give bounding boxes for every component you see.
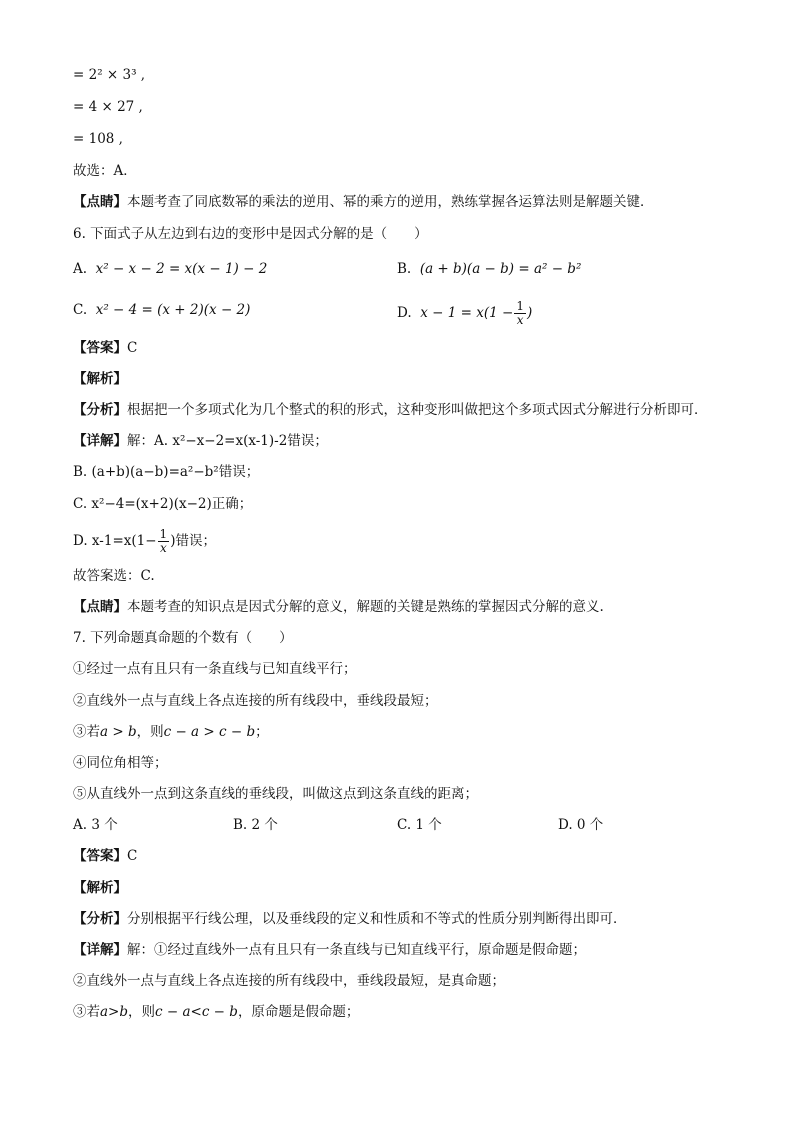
option-label: D. bbox=[397, 305, 412, 321]
question-7-stem: 7. 下列命题真命题的个数有（ ） bbox=[73, 630, 293, 646]
statement-text: ； bbox=[255, 724, 269, 740]
statement-line: ①经过一点有且只有一条直线与已知直线平行； bbox=[73, 661, 357, 677]
detail-line bbox=[73, 524, 216, 558]
fraction-denominator: x bbox=[159, 541, 167, 555]
comment-paragraph bbox=[73, 191, 654, 213]
option-label: B. bbox=[397, 261, 412, 277]
statement-text: ③若 bbox=[73, 724, 100, 740]
comment-tag: 【点睛】 bbox=[73, 194, 127, 210]
comment-text: 本题考查了同底数幂的乘法的逆用、幂的乘方的逆用，熟练掌握各运算法则是解题关键． bbox=[127, 194, 654, 210]
option-label: A. bbox=[73, 261, 88, 277]
equation-line: = 108 , bbox=[73, 131, 123, 147]
fraction-denominator: x bbox=[516, 313, 524, 327]
detail-text: 解：A. x²−x−2=x(x-1)-2错误； bbox=[127, 433, 328, 449]
analysis-text: 分别根据平行线公理，以及垂线段的定义和性质和不等式的性质分别判断得出即可． bbox=[127, 911, 627, 927]
answer-line bbox=[73, 337, 137, 359]
detail-text: ，原命题是假命题； bbox=[237, 1004, 360, 1020]
q7-option-a: A. 3 个 bbox=[73, 817, 118, 833]
analysis-heading: 【解析】 bbox=[73, 880, 127, 896]
comment-tag: 【点睛】 bbox=[73, 599, 127, 615]
analysis-tag: 【分析】 bbox=[73, 402, 127, 418]
answer-value: C bbox=[127, 340, 138, 356]
fraction-numerator: 1 bbox=[516, 299, 524, 313]
q7-option-c: C. 1 个 bbox=[397, 817, 442, 833]
answer-tag: 【答案】 bbox=[73, 848, 127, 864]
option-expression-end: ) bbox=[526, 305, 533, 321]
q6-option-c bbox=[73, 297, 250, 323]
statement-line bbox=[73, 721, 269, 743]
detail-text: 解：①经过直线外一点有且只有一条直线与已知直线平行，原命题是假命题； bbox=[127, 942, 586, 958]
q6-option-d bbox=[397, 296, 532, 330]
q6-option-a bbox=[73, 256, 267, 282]
math-expression: a > b bbox=[100, 724, 137, 740]
detail-tag: 【详解】 bbox=[73, 433, 127, 449]
statement-text: ，则 bbox=[136, 724, 164, 740]
detail-paragraph bbox=[73, 939, 586, 961]
math-expression: c − a<c − b bbox=[155, 1004, 238, 1020]
detail-text-end: )错误； bbox=[170, 533, 216, 549]
q6-option-b bbox=[397, 256, 581, 282]
option-label: C. bbox=[73, 302, 88, 318]
statement-line: ⑤从直线外一点到这条直线的垂线段，叫做这点到这条直线的距离； bbox=[73, 786, 478, 802]
analysis-heading: 【解析】 bbox=[73, 371, 127, 387]
fraction bbox=[158, 528, 170, 555]
detail-line: ②直线外一点与直线上各点连接的所有线段中，垂线段最短，是真命题； bbox=[73, 973, 505, 989]
comment-paragraph bbox=[73, 596, 604, 618]
question-6-stem: 6. 下面式子从左边到右边的变形中是因式分解的是（ ） bbox=[73, 226, 428, 242]
option-expression: x² − 4 = (x + 2)(x − 2) bbox=[95, 302, 251, 318]
final-answer-line: 故答案选：C. bbox=[73, 568, 155, 584]
choice-result: 故选：A． bbox=[73, 163, 137, 179]
math-expression: c − a > c − b bbox=[163, 724, 256, 740]
answer-line bbox=[73, 845, 137, 867]
detail-text: ③若 bbox=[73, 1004, 100, 1020]
math-expression: a>b bbox=[100, 1004, 129, 1020]
equation-line: = 2² × 3³ , bbox=[73, 67, 146, 83]
option-expression: x² − x − 2 = x(x − 1) − 2 bbox=[95, 261, 268, 277]
answer-value: C bbox=[127, 848, 138, 864]
option-expression: (a + b)(a − b) = a² − b² bbox=[419, 261, 582, 277]
option-expression: x − 1 = x(1 − bbox=[420, 305, 514, 321]
analysis-paragraph bbox=[73, 399, 708, 421]
detail-tag: 【详解】 bbox=[73, 942, 127, 958]
detail-line: C. x²−4=(x+2)(x−2)正确； bbox=[73, 496, 253, 512]
detail-paragraph bbox=[73, 430, 328, 452]
fraction bbox=[514, 300, 526, 327]
detail-line bbox=[73, 1001, 359, 1023]
q7-option-d: D. 0 个 bbox=[558, 817, 604, 833]
analysis-text: 根据把一个多项式化为几个整式的积的形式，这种变形叫做把这个多项式因式分解进行分析即可． bbox=[127, 402, 708, 418]
statement-line: ②直线外一点与直线上各点连接的所有线段中，垂线段最短； bbox=[73, 693, 438, 709]
q7-option-b: B. 2 个 bbox=[233, 817, 278, 833]
detail-text: D. x-1=x(1− bbox=[73, 533, 157, 549]
detail-line: B. (a+b)(a−b)=a²−b²错误； bbox=[73, 464, 260, 480]
fraction-numerator: 1 bbox=[159, 527, 168, 541]
detail-text: ，则 bbox=[128, 1004, 156, 1020]
answer-tag: 【答案】 bbox=[73, 340, 127, 356]
analysis-paragraph bbox=[73, 908, 627, 930]
statement-line: ④同位角相等； bbox=[73, 755, 168, 771]
analysis-tag: 【分析】 bbox=[73, 911, 127, 927]
comment-text: 本题考查的知识点是因式分解的意义，解题的关键是熟练的掌握因式分解的意义. bbox=[127, 599, 604, 615]
equation-line: = 4 × 27 , bbox=[73, 99, 143, 115]
